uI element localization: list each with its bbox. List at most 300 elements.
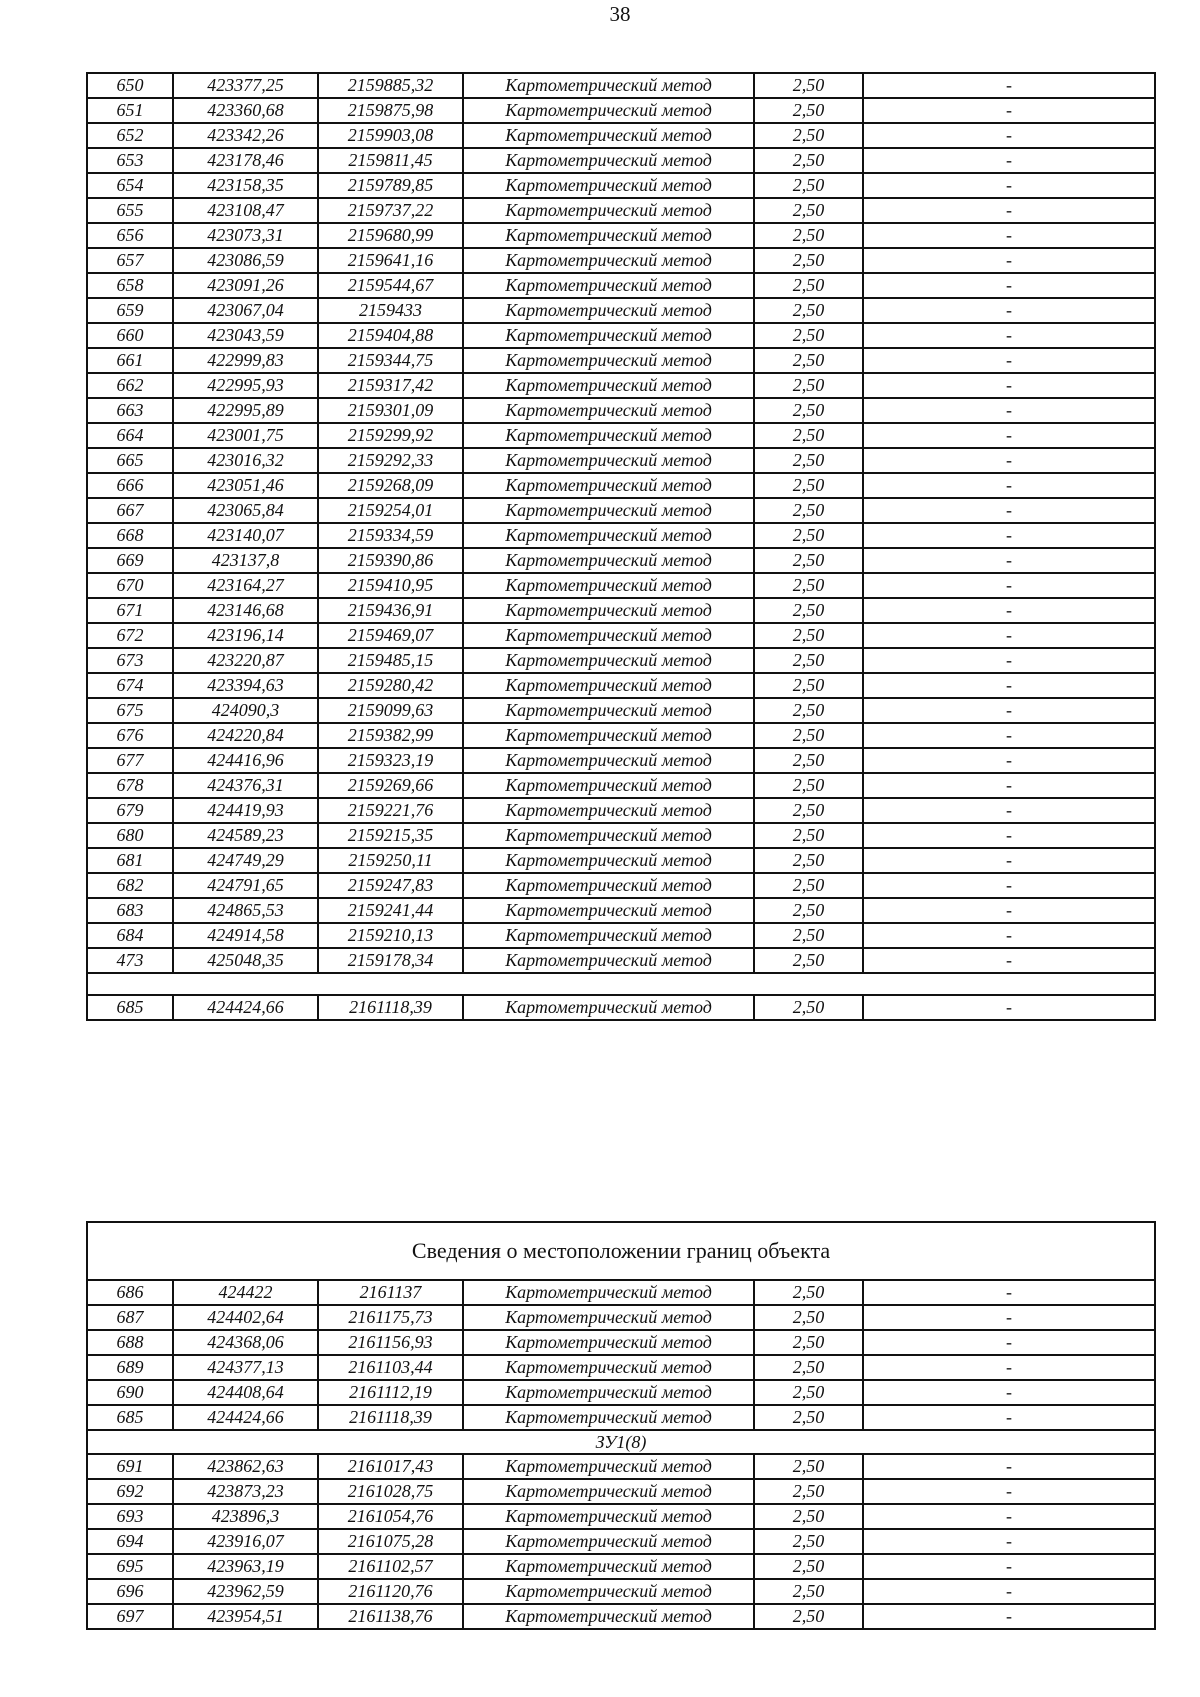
method-cell: Картометрический метод	[463, 1604, 754, 1629]
description-cell: -	[863, 148, 1155, 173]
point-number-cell: 658	[87, 273, 173, 298]
point-number-cell: 696	[87, 1579, 173, 1604]
table-row	[87, 248, 1155, 273]
method-cell: Картометрический метод	[463, 748, 754, 773]
method-cell: Картометрический метод	[463, 598, 754, 623]
description-cell: -	[863, 898, 1155, 923]
table-row	[87, 1280, 1155, 1305]
y-coordinate-cell: 2159885,32	[318, 73, 463, 98]
table-row	[87, 323, 1155, 348]
y-coordinate-cell: 2159680,99	[318, 223, 463, 248]
x-coordinate-cell: 424220,84	[173, 723, 318, 748]
point-number-cell: 656	[87, 223, 173, 248]
accuracy-cell: 2,50	[754, 1504, 863, 1529]
point-number-cell: 650	[87, 73, 173, 98]
accuracy-cell: 2,50	[754, 1330, 863, 1355]
method-cell: Картометрический метод	[463, 1479, 754, 1504]
y-coordinate-cell: 2159903,08	[318, 123, 463, 148]
x-coordinate-cell: 423067,04	[173, 298, 318, 323]
accuracy-cell: 2,50	[754, 498, 863, 523]
table-title: Сведения о местоположении границ объекта	[87, 1222, 1155, 1280]
point-number-cell: 682	[87, 873, 173, 898]
method-cell: Картометрический метод	[463, 873, 754, 898]
x-coordinate-cell: 424416,96	[173, 748, 318, 773]
y-coordinate-cell: 2161120,76	[318, 1579, 463, 1604]
x-coordinate-cell: 423146,68	[173, 598, 318, 623]
method-cell: Картометрический метод	[463, 473, 754, 498]
x-coordinate-cell: 422999,83	[173, 348, 318, 373]
x-coordinate-cell: 423001,75	[173, 423, 318, 448]
point-number-cell: 657	[87, 248, 173, 273]
method-cell: Картометрический метод	[463, 623, 754, 648]
x-coordinate-cell: 424376,31	[173, 773, 318, 798]
y-coordinate-cell: 2159241,44	[318, 898, 463, 923]
accuracy-cell: 2,50	[754, 723, 863, 748]
table-row	[87, 748, 1155, 773]
method-cell: Картометрический метод	[463, 523, 754, 548]
y-coordinate-cell: 2159344,75	[318, 348, 463, 373]
y-coordinate-cell: 2161138,76	[318, 1604, 463, 1629]
y-coordinate-cell: 2161118,39	[318, 1405, 463, 1430]
method-cell: Картометрический метод	[463, 848, 754, 873]
description-cell: -	[863, 948, 1155, 973]
method-cell: Картометрический метод	[463, 448, 754, 473]
accuracy-cell: 2,50	[754, 1554, 863, 1579]
x-coordinate-cell: 424424,66	[173, 1405, 318, 1430]
x-coordinate-cell: 422995,93	[173, 373, 318, 398]
point-number-cell: 685	[87, 1405, 173, 1430]
y-coordinate-cell: 2161075,28	[318, 1529, 463, 1554]
method-cell: Картометрический метод	[463, 948, 754, 973]
x-coordinate-cell: 423220,87	[173, 648, 318, 673]
x-coordinate-cell: 424419,93	[173, 798, 318, 823]
description-cell: -	[863, 448, 1155, 473]
table-row	[87, 523, 1155, 548]
point-number-cell: 652	[87, 123, 173, 148]
y-coordinate-cell: 2159178,34	[318, 948, 463, 973]
x-coordinate-cell: 424090,3	[173, 698, 318, 723]
x-coordinate-cell: 423963,19	[173, 1554, 318, 1579]
table-row	[87, 623, 1155, 648]
accuracy-cell: 2,50	[754, 548, 863, 573]
y-coordinate-cell: 2159299,92	[318, 423, 463, 448]
method-cell: Картометрический метод	[463, 348, 754, 373]
y-coordinate-cell: 2159811,45	[318, 148, 463, 173]
point-number-cell: 697	[87, 1604, 173, 1629]
method-cell: Картометрический метод	[463, 223, 754, 248]
method-cell: Картометрический метод	[463, 148, 754, 173]
accuracy-cell: 2,50	[754, 673, 863, 698]
y-coordinate-cell: 2159221,76	[318, 798, 463, 823]
point-number-cell: 672	[87, 623, 173, 648]
point-number-cell: 690	[87, 1380, 173, 1405]
table-row	[87, 848, 1155, 873]
x-coordinate-cell: 423140,07	[173, 523, 318, 548]
description-cell: -	[863, 823, 1155, 848]
point-number-cell: 689	[87, 1355, 173, 1380]
table-row	[87, 273, 1155, 298]
accuracy-cell: 2,50	[754, 1604, 863, 1629]
x-coordinate-cell: 423862,63	[173, 1454, 318, 1479]
accuracy-cell: 2,50	[754, 1529, 863, 1554]
table-title-row	[87, 1222, 1155, 1280]
point-number-cell: 677	[87, 748, 173, 773]
y-coordinate-cell: 2161175,73	[318, 1305, 463, 1330]
description-cell: -	[863, 923, 1155, 948]
description-cell: -	[863, 598, 1155, 623]
description-cell: -	[863, 498, 1155, 523]
point-number-cell: 662	[87, 373, 173, 398]
y-coordinate-cell: 2159301,09	[318, 398, 463, 423]
description-cell: -	[863, 1579, 1155, 1604]
point-number-cell: 675	[87, 698, 173, 723]
point-number-cell: 676	[87, 723, 173, 748]
method-cell: Картометрический метод	[463, 548, 754, 573]
x-coordinate-cell: 423962,59	[173, 1579, 318, 1604]
description-cell: -	[863, 1280, 1155, 1305]
y-coordinate-cell: 2161118,39	[318, 995, 463, 1020]
x-coordinate-cell: 424749,29	[173, 848, 318, 873]
method-cell: Картометрический метод	[463, 1504, 754, 1529]
point-number-cell: 685	[87, 995, 173, 1020]
x-coordinate-cell: 423873,23	[173, 1479, 318, 1504]
x-coordinate-cell: 423377,25	[173, 73, 318, 98]
x-coordinate-cell: 423394,63	[173, 673, 318, 698]
y-coordinate-cell: 2159099,63	[318, 698, 463, 723]
accuracy-cell: 2,50	[754, 248, 863, 273]
y-coordinate-cell: 2159382,99	[318, 723, 463, 748]
accuracy-cell: 2,50	[754, 348, 863, 373]
description-cell: -	[863, 523, 1155, 548]
accuracy-cell: 2,50	[754, 123, 863, 148]
table-row	[87, 995, 1155, 1020]
table-2-rows	[87, 1280, 1155, 1430]
method-cell: Картометрический метод	[463, 373, 754, 398]
table-2-header	[87, 1222, 1155, 1280]
table-row	[87, 398, 1155, 423]
page-number: 38	[609, 2, 631, 26]
accuracy-cell: 2,50	[754, 648, 863, 673]
description-cell: -	[863, 398, 1155, 423]
y-coordinate-cell: 2159390,86	[318, 548, 463, 573]
point-number-cell: 679	[87, 798, 173, 823]
point-number-cell: 693	[87, 1504, 173, 1529]
description-cell: -	[863, 1355, 1155, 1380]
method-cell: Картометрический метод	[463, 1280, 754, 1305]
description-cell: -	[863, 323, 1155, 348]
point-number-cell: 653	[87, 148, 173, 173]
method-cell: Картометрический метод	[463, 898, 754, 923]
accuracy-cell: 2,50	[754, 898, 863, 923]
description-cell: -	[863, 473, 1155, 498]
accuracy-cell: 2,50	[754, 748, 863, 773]
table-row	[87, 1380, 1155, 1405]
table-2-section	[87, 1430, 1155, 1454]
table-row	[87, 173, 1155, 198]
y-coordinate-cell: 2159410,95	[318, 573, 463, 598]
description-cell: -	[863, 248, 1155, 273]
gap-cell	[87, 973, 1155, 995]
y-coordinate-cell: 2159292,33	[318, 448, 463, 473]
y-coordinate-cell: 2159436,91	[318, 598, 463, 623]
description-cell: -	[863, 623, 1155, 648]
table-row	[87, 1355, 1155, 1380]
x-coordinate-cell: 424377,13	[173, 1355, 318, 1380]
coordinates-table-1	[86, 72, 1156, 1021]
y-coordinate-cell: 2161103,44	[318, 1355, 463, 1380]
accuracy-cell: 2,50	[754, 798, 863, 823]
y-coordinate-cell: 2159789,85	[318, 173, 463, 198]
point-number-cell: 667	[87, 498, 173, 523]
method-cell: Картометрический метод	[463, 73, 754, 98]
description-cell: -	[863, 798, 1155, 823]
x-coordinate-cell: 422995,89	[173, 398, 318, 423]
point-number-cell: 663	[87, 398, 173, 423]
table-row	[87, 1504, 1155, 1529]
point-number-cell: 660	[87, 323, 173, 348]
table-row	[87, 798, 1155, 823]
point-number-cell: 659	[87, 298, 173, 323]
description-cell: -	[863, 173, 1155, 198]
description-cell: -	[863, 348, 1155, 373]
table-row	[87, 223, 1155, 248]
method-cell: Картометрический метод	[463, 423, 754, 448]
x-coordinate-cell: 424402,64	[173, 1305, 318, 1330]
method-cell: Картометрический метод	[463, 923, 754, 948]
point-number-cell: 691	[87, 1454, 173, 1479]
description-cell: -	[863, 1305, 1155, 1330]
accuracy-cell: 2,50	[754, 623, 863, 648]
table-row	[87, 823, 1155, 848]
table-row	[87, 1405, 1155, 1430]
description-cell: -	[863, 873, 1155, 898]
y-coordinate-cell: 2159469,07	[318, 623, 463, 648]
table-row	[87, 573, 1155, 598]
method-cell: Картометрический метод	[463, 1554, 754, 1579]
table-row	[87, 1604, 1155, 1629]
table-row	[87, 723, 1155, 748]
table-row	[87, 198, 1155, 223]
section-label: ЗУ1(8)	[87, 1430, 1155, 1454]
x-coordinate-cell: 423051,46	[173, 473, 318, 498]
y-coordinate-cell: 2161102,57	[318, 1554, 463, 1579]
table-1-gap	[87, 973, 1155, 995]
y-coordinate-cell: 2161054,76	[318, 1504, 463, 1529]
y-coordinate-cell: 2161028,75	[318, 1479, 463, 1504]
accuracy-cell: 2,50	[754, 848, 863, 873]
accuracy-cell: 2,50	[754, 298, 863, 323]
y-coordinate-cell: 2159210,13	[318, 923, 463, 948]
x-coordinate-cell: 424368,06	[173, 1330, 318, 1355]
accuracy-cell: 2,50	[754, 1380, 863, 1405]
y-coordinate-cell: 2159544,67	[318, 273, 463, 298]
x-coordinate-cell: 423137,8	[173, 548, 318, 573]
table-row	[87, 373, 1155, 398]
description-cell: -	[863, 1479, 1155, 1504]
method-cell: Картометрический метод	[463, 198, 754, 223]
point-number-cell: 692	[87, 1479, 173, 1504]
method-cell: Картометрический метод	[463, 123, 754, 148]
description-cell: -	[863, 1380, 1155, 1405]
point-number-cell: 694	[87, 1529, 173, 1554]
description-cell: -	[863, 423, 1155, 448]
table-row	[87, 1454, 1155, 1479]
table-row	[87, 548, 1155, 573]
x-coordinate-cell: 423091,26	[173, 273, 318, 298]
x-coordinate-cell: 423158,35	[173, 173, 318, 198]
description-cell: -	[863, 573, 1155, 598]
method-cell: Картометрический метод	[463, 1405, 754, 1430]
table-1-rows-after-gap	[87, 995, 1155, 1020]
method-cell: Картометрический метод	[463, 573, 754, 598]
description-cell: -	[863, 698, 1155, 723]
accuracy-cell: 2,50	[754, 223, 863, 248]
point-number-cell: 655	[87, 198, 173, 223]
point-number-cell: 670	[87, 573, 173, 598]
description-cell: -	[863, 123, 1155, 148]
table-row	[87, 648, 1155, 673]
accuracy-cell: 2,50	[754, 423, 863, 448]
table-row	[87, 948, 1155, 973]
table-row	[87, 423, 1155, 448]
description-cell: -	[863, 223, 1155, 248]
accuracy-cell: 2,50	[754, 573, 863, 598]
description-cell: -	[863, 1604, 1155, 1629]
description-cell: -	[863, 748, 1155, 773]
y-coordinate-cell: 2159268,09	[318, 473, 463, 498]
y-coordinate-cell: 2159433	[318, 298, 463, 323]
point-number-cell: 678	[87, 773, 173, 798]
table-row	[87, 598, 1155, 623]
y-coordinate-cell: 2159250,11	[318, 848, 463, 873]
y-coordinate-cell: 2159737,22	[318, 198, 463, 223]
table-row	[87, 473, 1155, 498]
y-coordinate-cell: 2159280,42	[318, 673, 463, 698]
table-row	[87, 923, 1155, 948]
accuracy-cell: 2,50	[754, 698, 863, 723]
method-cell: Картометрический метод	[463, 323, 754, 348]
x-coordinate-cell: 423016,32	[173, 448, 318, 473]
point-number-cell: 684	[87, 923, 173, 948]
method-cell: Картометрический метод	[463, 498, 754, 523]
accuracy-cell: 2,50	[754, 523, 863, 548]
table-row	[87, 348, 1155, 373]
accuracy-cell: 2,50	[754, 598, 863, 623]
x-coordinate-cell: 425048,35	[173, 948, 318, 973]
table-row	[87, 873, 1155, 898]
table-2-rows-section	[87, 1454, 1155, 1629]
method-cell: Картометрический метод	[463, 723, 754, 748]
description-cell: -	[863, 198, 1155, 223]
description-cell: -	[863, 1554, 1155, 1579]
x-coordinate-cell: 423086,59	[173, 248, 318, 273]
method-cell: Картометрический метод	[463, 1305, 754, 1330]
section-row	[87, 1430, 1155, 1454]
method-cell: Картометрический метод	[463, 823, 754, 848]
y-coordinate-cell: 2159215,35	[318, 823, 463, 848]
table-row	[87, 1554, 1155, 1579]
method-cell: Картометрический метод	[463, 673, 754, 698]
point-number-cell: 669	[87, 548, 173, 573]
description-cell: -	[863, 848, 1155, 873]
x-coordinate-cell: 423954,51	[173, 1604, 318, 1629]
table-row	[87, 1479, 1155, 1504]
y-coordinate-cell: 2161112,19	[318, 1380, 463, 1405]
accuracy-cell: 2,50	[754, 823, 863, 848]
description-cell: -	[863, 1529, 1155, 1554]
description-cell: -	[863, 673, 1155, 698]
point-number-cell: 671	[87, 598, 173, 623]
x-coordinate-cell: 424791,65	[173, 873, 318, 898]
description-cell: -	[863, 1330, 1155, 1355]
y-coordinate-cell: 2161017,43	[318, 1454, 463, 1479]
table-row	[87, 98, 1155, 123]
point-number-cell: 681	[87, 848, 173, 873]
y-coordinate-cell: 2159254,01	[318, 498, 463, 523]
table-1-rows	[87, 73, 1155, 973]
x-coordinate-cell: 423108,47	[173, 198, 318, 223]
accuracy-cell: 2,50	[754, 448, 863, 473]
point-number-cell: 680	[87, 823, 173, 848]
point-number-cell: 688	[87, 1330, 173, 1355]
point-number-cell: 661	[87, 348, 173, 373]
point-number-cell: 654	[87, 173, 173, 198]
y-coordinate-cell: 2161156,93	[318, 1330, 463, 1355]
point-number-cell: 665	[87, 448, 173, 473]
table-row	[87, 673, 1155, 698]
table-row	[87, 448, 1155, 473]
description-cell: -	[863, 1405, 1155, 1430]
accuracy-cell: 2,50	[754, 198, 863, 223]
x-coordinate-cell: 423073,31	[173, 223, 318, 248]
method-cell: Картометрический метод	[463, 1330, 754, 1355]
accuracy-cell: 2,50	[754, 1479, 863, 1504]
accuracy-cell: 2,50	[754, 873, 863, 898]
description-cell: -	[863, 98, 1155, 123]
method-cell: Картометрический метод	[463, 1380, 754, 1405]
y-coordinate-cell: 2159247,83	[318, 873, 463, 898]
accuracy-cell: 2,50	[754, 948, 863, 973]
accuracy-cell: 2,50	[754, 73, 863, 98]
y-coordinate-cell: 2159404,88	[318, 323, 463, 348]
table-row	[87, 698, 1155, 723]
y-coordinate-cell: 2161137	[318, 1280, 463, 1305]
point-number-cell: 473	[87, 948, 173, 973]
description-cell: -	[863, 773, 1155, 798]
description-cell: -	[863, 298, 1155, 323]
x-coordinate-cell: 423164,27	[173, 573, 318, 598]
x-coordinate-cell: 424408,64	[173, 1380, 318, 1405]
x-coordinate-cell: 424422	[173, 1280, 318, 1305]
table-row	[87, 1330, 1155, 1355]
method-cell: Картометрический метод	[463, 798, 754, 823]
point-number-cell: 674	[87, 673, 173, 698]
x-coordinate-cell: 423196,14	[173, 623, 318, 648]
x-coordinate-cell: 423178,46	[173, 148, 318, 173]
description-cell: -	[863, 548, 1155, 573]
description-cell: -	[863, 73, 1155, 98]
description-cell: -	[863, 373, 1155, 398]
x-coordinate-cell: 424424,66	[173, 995, 318, 1020]
point-number-cell: 673	[87, 648, 173, 673]
x-coordinate-cell: 423360,68	[173, 98, 318, 123]
y-coordinate-cell: 2159485,15	[318, 648, 463, 673]
accuracy-cell: 2,50	[754, 1405, 863, 1430]
x-coordinate-cell: 423916,07	[173, 1529, 318, 1554]
x-coordinate-cell: 424589,23	[173, 823, 318, 848]
accuracy-cell: 2,50	[754, 1355, 863, 1380]
method-cell: Картометрический метод	[463, 1529, 754, 1554]
